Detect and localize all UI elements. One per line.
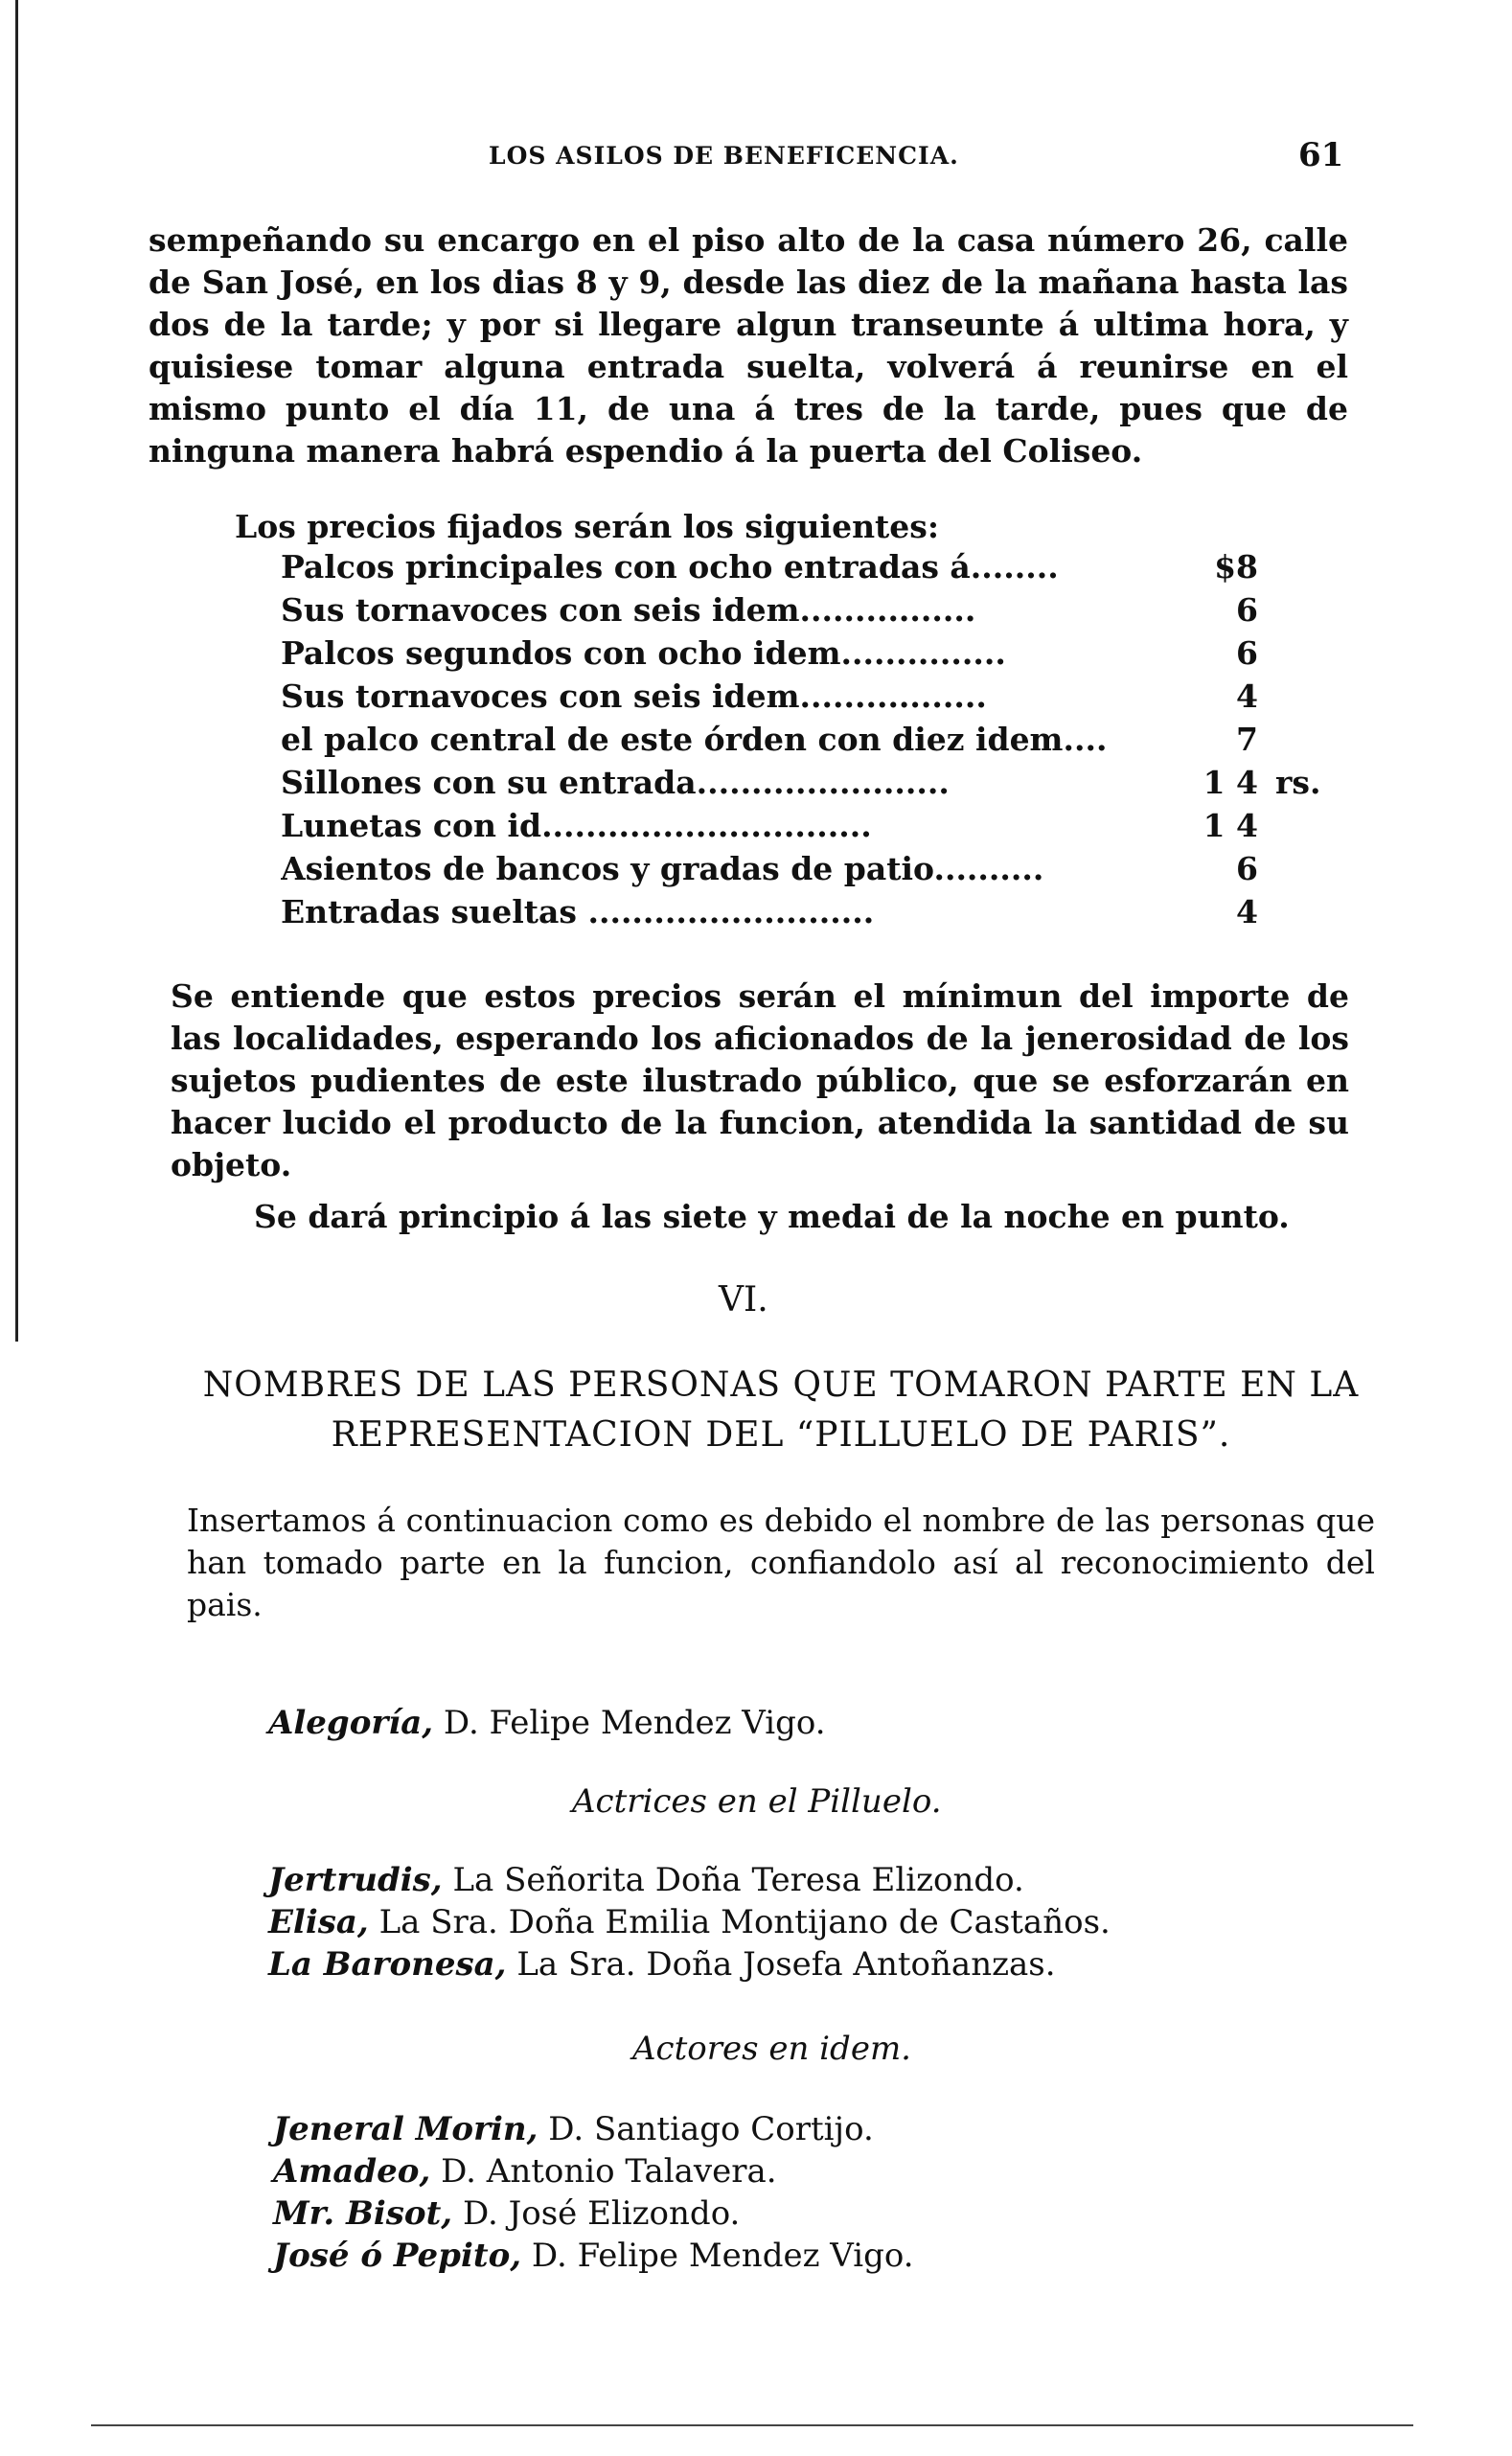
price-note-paragraph: Se entiende que estos precios serán el mínimun del importe de las localidades, esperando los aficionados de la jenerosidad de los sujetos pudientes de este ilustrado público, que se esforzarán en hacer lucido el producto de la funcion, atendida la santidad de su objeto. [171,977,1349,1183]
cast-entry [273,2152,777,2191]
cast-name: D. Antonio Talavera. [441,2152,777,2191]
price-row [281,591,1373,634]
cast-name: La Sra. Doña Josefa Antoñanzas. [516,1945,1056,1984]
price-row [281,677,1373,721]
page-bottom-rule [91,2424,1413,2426]
price-label: el palco central de este órden con diez idem.... [281,721,1108,758]
price-value: 4 [1236,677,1258,715]
cast-name: D. Felipe Mendez Vigo. [443,1704,826,1742]
price-label: Palcos segundos con ocho idem............... [281,634,1006,672]
cast-role: Jertrudis, [268,1861,443,1899]
price-label: Sillones con su entrada....................... [281,764,950,801]
price-label: Palcos principales con ocho entradas á........ [281,548,1059,585]
price-label: Lunetas con id.............................. [281,807,872,844]
cast-entry [273,2237,914,2275]
price-value: 6 [1236,591,1258,629]
cast-entry [268,1903,1111,1941]
price-row [281,850,1373,893]
cast-role: La Baronesa, [268,1945,507,1984]
price-row [281,721,1373,764]
price-label: Asientos de bancos y gradas de patio.......... [281,850,1044,887]
cast-name: La Sra. Doña Emilia Montijano de Castaños. [378,1903,1111,1941]
cast-entry [268,1945,1056,1984]
cast-entry [268,1861,1024,1899]
price-row [281,807,1373,850]
cast-role: Mr. Bisot, [273,2194,453,2233]
cast-name: D. Santiago Cortijo. [548,2110,874,2148]
page-margin-line [15,0,18,1342]
price-label: Sus tornavoces con seis idem................ [281,591,976,629]
cast-name: La Señorita Doña Teresa Elizondo. [452,1861,1024,1899]
price-value: 6 [1236,850,1258,887]
cast-name: D. José Elizondo. [462,2194,741,2233]
price-value: $8 [1214,548,1258,585]
price-value: 4 [1236,893,1258,930]
price-row [281,634,1373,677]
start-time-paragraph: Se dará principio á las siete y medai de la noche en punto. [254,1198,1290,1235]
price-value: 7 [1236,721,1258,758]
cast-role: Elisa, [268,1903,369,1941]
actresses-heading: Actrices en el Pilluelo. [572,1782,942,1821]
price-value: 1 4 [1203,807,1258,844]
price-row [281,764,1373,807]
section-number: VI. [719,1280,768,1320]
price-list [281,548,1373,936]
running-header: LOS ASILOS DE BENEFICENCIA. [489,142,959,170]
cast-role: José ó Pepito, [273,2237,522,2275]
insert-paragraph: Insertamos á continuacion como es debido el nombre de las personas que han tomado parte en la funcion, confiandolo así al reconocimiento del pais. [187,1502,1375,1623]
price-row [281,548,1373,591]
prices-intro: Los precios fijados serán los siguientes: [235,508,940,545]
actors-heading: Actores en idem. [632,2030,911,2068]
cast-role: Amadeo, [273,2152,431,2191]
cast-role: Alegoría, [268,1704,434,1742]
price-unit: rs. [1275,764,1321,801]
page-number: 61 [1298,136,1344,174]
price-row [281,893,1373,936]
price-label: Sus tornavoces con seis idem................. [281,677,987,715]
intro-paragraph: sempeñando su encargo en el piso alto de la casa número 26, calle de San José, en los dias 8 y 9, desde las diez de la mañana hasta las dos de la tarde; y por si llegare algun transeunte á ultima hora, y quisiese tomar alguna entrada suelta, volverá á reunirse en el mismo punto el día 11, de una á tres de la tarde, pues que de ninguna manera habrá espendio á la puerta del Coliseo. [149,221,1348,470]
price-value: 1 4 [1203,764,1258,801]
cast-entry [273,2110,874,2148]
cast-entry-allegory [268,1704,826,1742]
cast-name: D. Felipe Mendez Vigo. [531,2237,914,2275]
price-value: 6 [1236,634,1258,672]
cast-role: Jeneral Morin, [273,2110,538,2148]
price-label: Entradas sueltas .......................... [281,893,875,930]
section-title: NOMBRES DE LAS PERSONAS QUE TOMARON PARTE EN LA REPRESENTACION DEL “PILLUELO DE PARIS”. [202,1366,1360,1455]
cast-entry [273,2194,740,2233]
